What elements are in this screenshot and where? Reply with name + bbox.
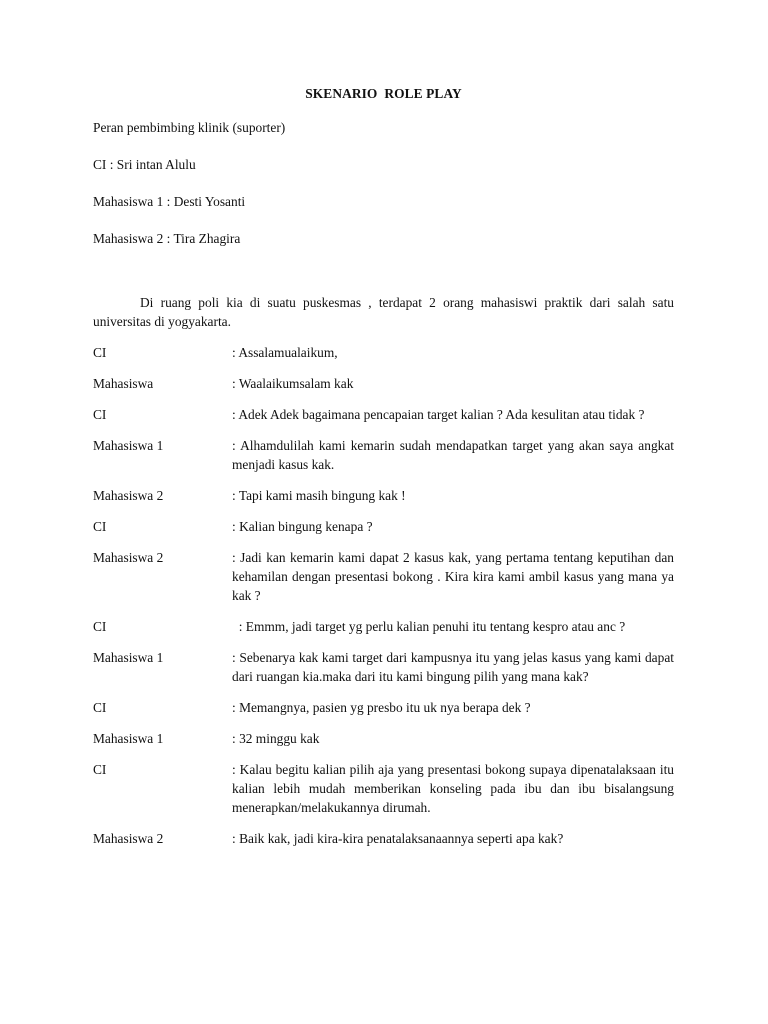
speaker-name: CI — [93, 619, 107, 634]
dialog-row — [93, 760, 674, 817]
utterance-text: : Jadi kan kemarin kami dapat 2 kasus kak, yang pertama tentang keputihan dan kehamilan dengan presentasi bokong . Kira kira kami ambil kasus yang mana ya kak ? — [232, 550, 674, 603]
cast-ci: CI : Sri intan Alulu — [93, 157, 196, 172]
document-title: SKENARIO ROLE PLAY — [305, 86, 462, 101]
dialog-list — [93, 343, 674, 848]
utterance-text: : Kalau begitu kalian pilih aja yang presentasi bokong supaya dipenatalaksaan itu kalian lebih mudah memberikan konseling pada ibu dan ibu bisalangsung menerapkan/melakukannya dirumah. — [232, 762, 674, 815]
document-page — [93, 86, 674, 860]
cast-mahasiswa-1: Mahasiswa 1 : Desti Yosanti — [93, 194, 246, 209]
cast-mahasiswa-2: Mahasiswa 2 : Tira Zhagira — [93, 231, 241, 246]
speaker-name: Mahasiswa 1 — [93, 438, 164, 453]
utterance-text: : Memangnya, pasien yg presbo itu uk nya berapa dek ? — [232, 700, 531, 715]
speaker-name: Mahasiswa 2 — [93, 488, 164, 503]
role-description: Peran pembimbing klinik (suporter) — [93, 120, 286, 135]
dialog-row — [93, 729, 674, 748]
utterance-text: : Tapi kami masih bingung kak ! — [232, 488, 406, 503]
utterance-text: : 32 minggu kak — [232, 731, 320, 746]
utterance-text: : Alhamdulilah kami kemarin sudah mendapatkan target yang akan saya angkat menjadi kasus kak. — [232, 438, 674, 472]
dialog-row — [93, 829, 674, 848]
dialog-row — [93, 374, 674, 393]
speaker-name: CI — [93, 519, 107, 534]
dialog-row — [93, 343, 674, 362]
speaker-name: Mahasiswa 1 — [93, 731, 164, 746]
speaker-name: Mahasiswa 2 — [93, 831, 164, 846]
dialog-row — [93, 617, 674, 636]
utterance-text: : Baik kak, jadi kira-kira penatalaksanaannya seperti apa kak? — [232, 831, 564, 846]
utterance-text: : Emmm, jadi target yg perlu kalian penuhi itu tentang kespro atau anc ? — [232, 619, 626, 634]
speaker-name: Mahasiswa — [93, 376, 154, 391]
dialog-row — [93, 517, 674, 536]
utterance-text: : Kalian bingung kenapa ? — [232, 519, 373, 534]
intro-paragraph: Di ruang poli kia di suatu puskesmas , terdapat 2 orang mahasiswi praktik dari salah satu universitas di yogyakarta. — [93, 295, 674, 329]
utterance-text: : Assalamualaikum, — [232, 345, 338, 360]
dialog-row — [93, 436, 674, 474]
utterance-text: : Sebenarya kak kami target dari kampusnya itu yang jelas kasus yang kami dapat dari ruangan kia.maka dari itu kami bingung pilih yang mana kak? — [232, 650, 674, 684]
dialog-row — [93, 698, 674, 717]
dialog-row — [93, 486, 674, 505]
cast-list — [93, 118, 674, 248]
speaker-name: CI — [93, 407, 107, 422]
speaker-name: CI — [93, 700, 107, 715]
dialog-row — [93, 405, 674, 424]
dialog-row — [93, 548, 674, 605]
utterance-text: : Adek Adek bagaimana pencapaian target kalian ? Ada kesulitan atau tidak ? — [232, 407, 645, 422]
speaker-name: CI — [93, 345, 107, 360]
dialog-row — [93, 648, 674, 686]
speaker-name: CI — [93, 762, 107, 777]
speaker-name: Mahasiswa 2 — [93, 550, 164, 565]
utterance-text: : Waalaikumsalam kak — [232, 376, 354, 391]
speaker-name: Mahasiswa 1 — [93, 650, 164, 665]
